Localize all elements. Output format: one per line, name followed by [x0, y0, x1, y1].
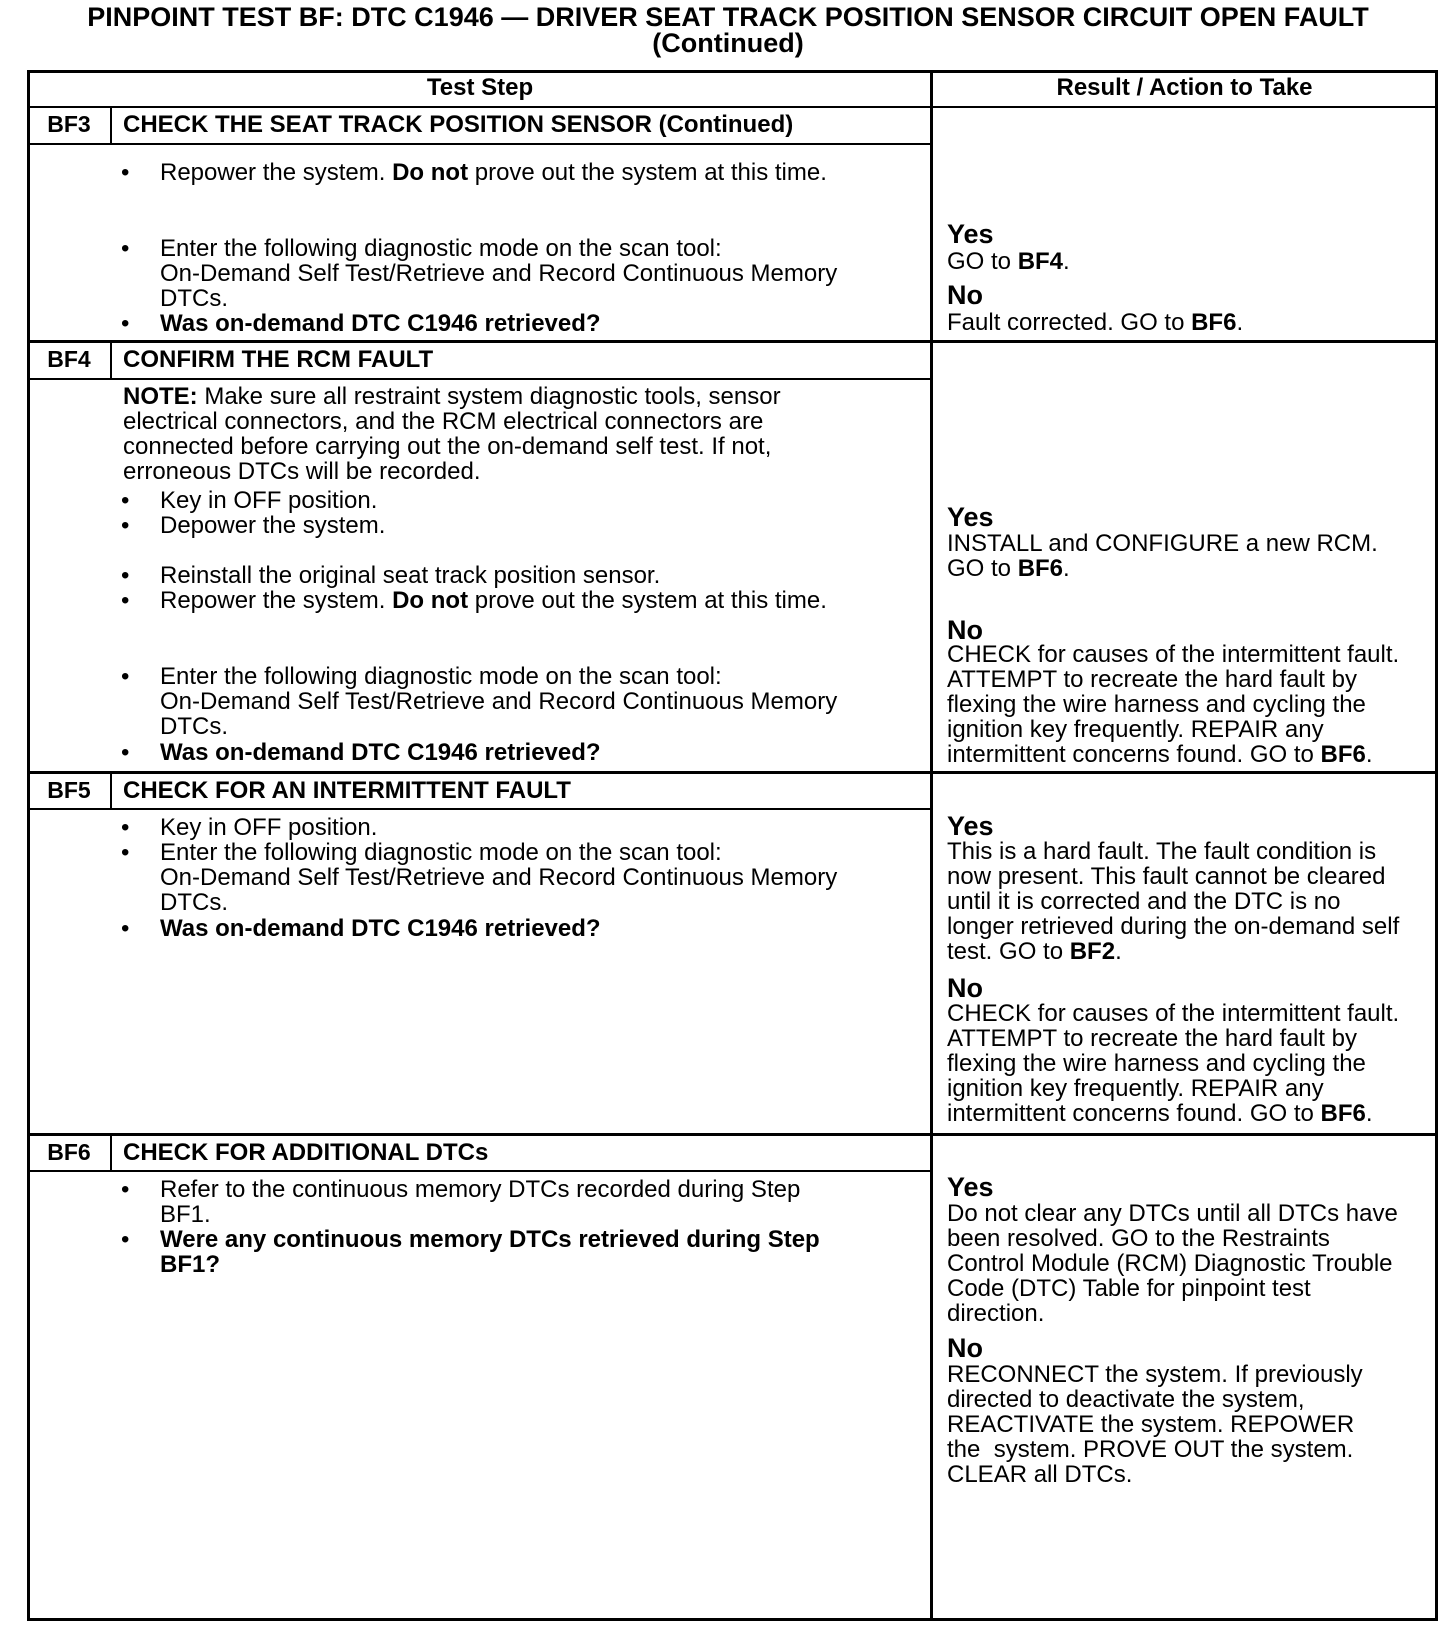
id-divider-bf3 [110, 107, 112, 144]
bf6-step-question: Were any continuous memory DTCs retrieved during Step BF1? [160, 1226, 820, 1278]
id-divider-bf4 [110, 342, 112, 379]
bf4-title-rule [27, 378, 932, 380]
bullet: • [121, 235, 130, 262]
bf6-yes-action: Do not clear any DTCs until all DTCs have been resolved. GO to the Restraints Control Module (RCM) Diagnostic Trouble Code (DTC) Table for pinpoint test direction. [947, 1200, 1398, 1327]
bullet: • [121, 663, 130, 690]
bf4-no-action: CHECK for causes of the intermittent fault. ATTEMPT to recreate the hard fault by flexing the wire harness and cycling the ignition key frequently. REPAIR any intermittent concerns found. GO to BF6. [947, 641, 1400, 768]
bullet: • [121, 915, 130, 942]
bullet: • [121, 562, 130, 589]
bf6-no-label: No [947, 1333, 983, 1363]
bf4-top-rule [27, 340, 1438, 343]
bullet: • [121, 739, 130, 766]
bf5-step-2: Enter the following diagnostic mode on the scan tool: On-Demand Self Test/Retrieve and Record Continuous Memory DTCs. [160, 839, 838, 916]
header-rule [27, 106, 1438, 108]
page-title-line1: PINPOINT TEST BF: DTC C1946 — DRIVER SEAT TRACK POSITION SENSOR CIRCUIT OPEN FAULT [87, 2, 1369, 32]
bf4-yes-label: Yes [947, 502, 994, 532]
step-id-bf4: BF4 [47, 346, 91, 372]
bf4-step-4: Repower the system. Do not prove out the system at this time. [160, 587, 827, 614]
bf3-no-label: No [947, 280, 983, 310]
bf4-step-5: Enter the following diagnostic mode on the scan tool: On-Demand Self Test/Retrieve and Record Continuous Memory DTCs. [160, 663, 838, 740]
column-divider [930, 70, 933, 1621]
bullet: • [121, 1176, 130, 1203]
bf3-yes-action: GO to BF4. [947, 248, 1070, 275]
bf3-step-question: Was on-demand DTC C1946 retrieved? [160, 310, 601, 337]
step-id-bf5: BF5 [47, 777, 91, 803]
step-title-bf6: CHECK FOR ADDITIONAL DTCs [123, 1139, 489, 1166]
bullet: • [121, 1226, 130, 1253]
bf3-step-1: Repower the system. Do not prove out the system at this time. [160, 159, 827, 186]
bullet: • [121, 512, 130, 539]
bf5-no-label: No [947, 973, 983, 1003]
bullet: • [121, 587, 130, 614]
bf5-yes-action: This is a hard fault. The fault condition is now present. This fault cannot be cleared until it is corrected and the DTC is no longer retrieved during the on-demand self test. GO to BF2. [947, 838, 1400, 965]
bf5-title-rule [27, 808, 932, 810]
bullet: • [121, 159, 130, 186]
step-title-bf5: CHECK FOR AN INTERMITTENT FAULT [123, 777, 571, 804]
id-divider-bf6 [110, 1135, 112, 1172]
step-id-bf6: BF6 [47, 1139, 91, 1165]
bf4-step-question: Was on-demand DTC C1946 retrieved? [160, 739, 601, 766]
bf5-step-1: Key in OFF position. [160, 814, 378, 841]
step-id-bf3: BF3 [47, 111, 91, 137]
bf3-title-rule [27, 143, 932, 145]
bullet: • [121, 310, 130, 337]
bf4-no-label: No [947, 615, 983, 645]
bf4-yes-action: INSTALL and CONFIGURE a new RCM. GO to BF6. [947, 530, 1378, 582]
bf4-note: NOTE: Make sure all restraint system diagnostic tools, sensor electrical connectors, and the RCM electrical connectors are connected before carrying out the on-demand self test. If not, erroneous DTCs will be recorded. [123, 383, 781, 485]
bf6-top-rule [27, 1133, 1438, 1136]
bf4-step-1: Key in OFF position. [160, 487, 378, 514]
bf4-step-3: Reinstall the original seat track position sensor. [160, 562, 661, 589]
step-title-bf3: CHECK THE SEAT TRACK POSITION SENSOR (Continued) [123, 111, 794, 138]
page-title-line2: (Continued) [652, 28, 804, 58]
bullet: • [121, 814, 130, 841]
bf6-title-rule [27, 1170, 932, 1172]
bullet: • [121, 839, 130, 866]
header-test-step: Test Step [426, 74, 534, 101]
bf5-yes-label: Yes [947, 811, 994, 841]
step-title-bf4: CONFIRM THE RCM FAULT [123, 346, 434, 373]
bf5-no-action: CHECK for causes of the intermittent fault. ATTEMPT to recreate the hard fault by flexing the wire harness and cycling the ignition key frequently. REPAIR any intermittent concerns found. GO to BF6. [947, 1000, 1400, 1127]
header-result: Result / Action to Take [1056, 74, 1313, 101]
bf5-top-rule [27, 771, 1438, 774]
bf3-step-2: Enter the following diagnostic mode on the scan tool: On-Demand Self Test/Retrieve and Record Continuous Memory DTCs. [160, 235, 838, 312]
page-title [0, 4, 1456, 56]
bf3-no-action: Fault corrected. GO to BF6. [947, 309, 1244, 336]
bullet: • [121, 487, 130, 514]
bf6-step-1: Refer to the continuous memory DTCs recorded during Step BF1. [160, 1176, 801, 1228]
bf6-no-action: RECONNECT the system. If previously directed to deactivate the system, REACTIVATE the system. REPOWER the system. PROVE OUT the system. CLEAR all DTCs. [947, 1361, 1363, 1488]
bf4-step-2: Depower the system. [160, 512, 386, 539]
bf6-yes-label: Yes [947, 1172, 994, 1202]
bf5-step-question: Was on-demand DTC C1946 retrieved? [160, 915, 601, 942]
id-divider-bf5 [110, 773, 112, 810]
bf3-yes-label: Yes [947, 219, 994, 249]
